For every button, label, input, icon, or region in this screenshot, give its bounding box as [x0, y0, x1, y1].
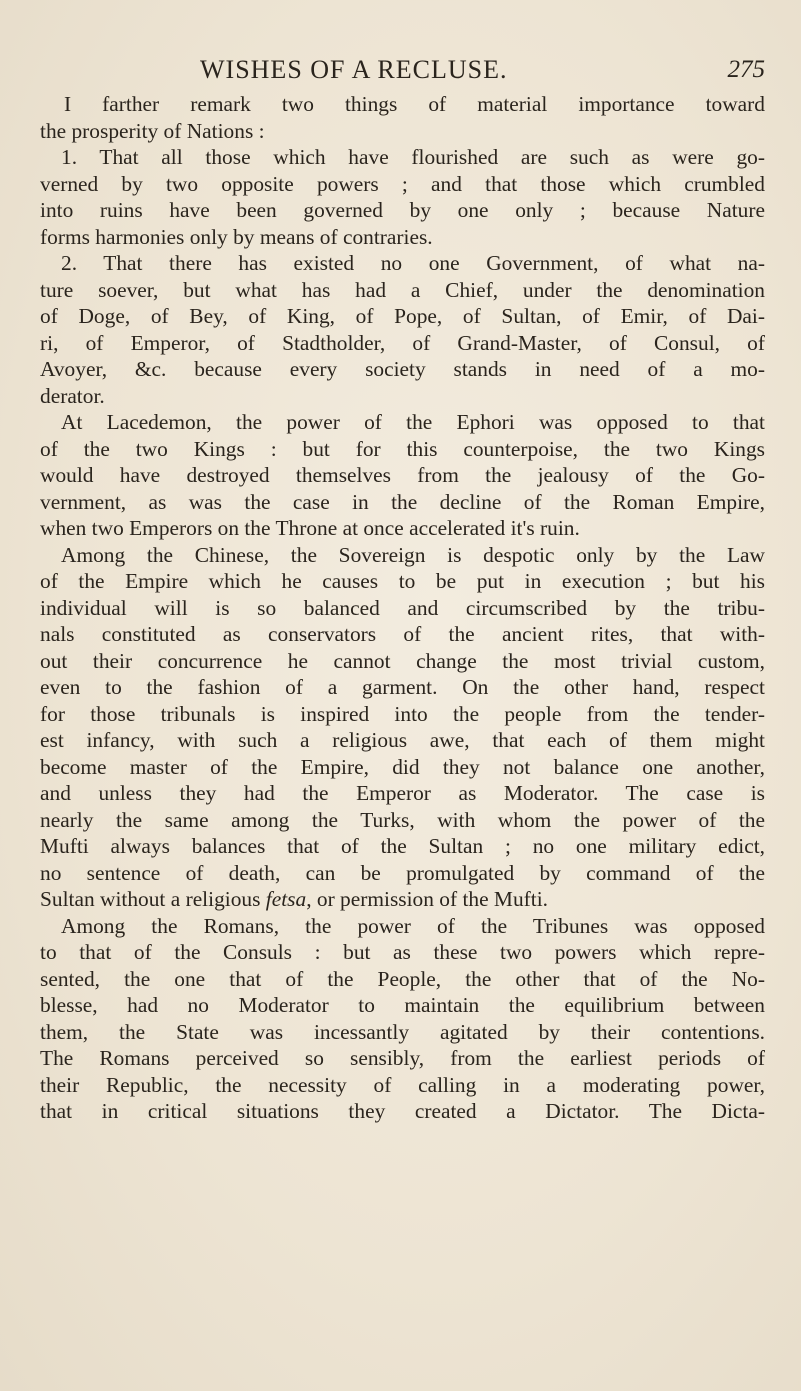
text-line: verned by two opposite powers ; and that those which crumbled: [40, 171, 765, 196]
text-line: no sentence of death, can be promulgated by command of the: [40, 860, 765, 885]
text-line: nals constituted as conservators of the ancient rites, that with-: [40, 622, 765, 646]
body-text: [40, 91, 765, 1125]
text-line: sented, the one that of the People, the other that of the No-: [40, 966, 765, 991]
text-line: 1. That all those which have flourished are such as were go-: [61, 145, 765, 169]
text-line: them, the State was incessantly agitated by their contentions.: [40, 1019, 765, 1044]
page-number: 275: [727, 56, 765, 83]
text-line: into ruins have been governed by one only ; because Nature: [40, 198, 765, 222]
text-line: even to the fashion of a garment. On the other hand, respect: [40, 675, 765, 699]
text-line: to that of the Consuls : but as these two powers which repre-: [40, 940, 765, 964]
text-line: of the Empire which he causes to be put in execution ; but his: [40, 569, 765, 593]
text-line: the prosperity of Nations :: [40, 118, 265, 143]
text-line: I farther remark two things of material importance toward: [64, 92, 765, 116]
text-line: for those tribunals is inspired into the people from the tender-: [40, 701, 765, 726]
text-line: forms harmonies only by means of contraries.: [40, 224, 433, 249]
running-title: WISHES OF A RECLUSE.: [200, 55, 508, 84]
text-line: ri, of Emperor, of Stadtholder, of Grand-Master, of Consul, of: [40, 330, 765, 355]
text-line: when two Emperors on the Throne at once accelerated it's ruin.: [40, 516, 580, 540]
text-line: Among the Chinese, the Sovereign is despotic only by the Law: [61, 542, 765, 567]
text-line: Among the Romans, the power of the Tribunes was opposed: [61, 913, 765, 938]
text-line: 2. That there has existed no one Government, of what na-: [61, 251, 765, 275]
text-line: become master of the Empire, did they not balance one another,: [40, 754, 765, 779]
text-line: that in critical situations they created a Dictator. The Dicta-: [40, 1099, 765, 1123]
text-line: derator.: [40, 383, 105, 408]
text-line: est infancy, with such a religious awe, that each of them might: [40, 728, 765, 752]
text-line: At Lacedemon, the power of the Ephori was opposed to that: [61, 410, 765, 434]
text-line: and unless they had the Emperor as Moderator. The case is: [40, 781, 765, 805]
text-line: ture soever, but what has had a Chief, under the denomination: [40, 277, 765, 302]
text-line: The Romans perceived so sensibly, from the earliest periods of: [40, 1046, 765, 1070]
text-line: blesse, had no Moderator to maintain the equilibrium between: [40, 993, 765, 1017]
text-line: out their concurrence he cannot change the most trivial custom,: [40, 648, 765, 673]
running-head: [200, 55, 765, 85]
text-line: would have destroyed themselves from the jealousy of the Go-: [40, 463, 765, 487]
text-line: of Doge, of Bey, of King, of Pope, of Sultan, of Emir, of Dai-: [40, 304, 765, 328]
text-line: individual will is so balanced and circumscribed by the tribu-: [40, 595, 765, 620]
text-line: Sultan without a religious fetsa, or permission of the Mufti.: [40, 887, 548, 911]
italic-word: fetsa: [265, 887, 307, 911]
text-line: of the two Kings : but for this counterpoise, the two Kings: [40, 436, 765, 461]
text-line: their Republic, the necessity of calling in a moderating power,: [40, 1072, 765, 1097]
text-line: vernment, as was the case in the decline of the Roman Empire,: [40, 489, 765, 514]
text-line: Avoyer, &c. because every society stands in need of a mo-: [40, 357, 765, 381]
text-line: Mufti always balances that of the Sultan ; no one military edict,: [40, 834, 765, 858]
text-line: nearly the same among the Turks, with whom the power of the: [40, 807, 765, 832]
